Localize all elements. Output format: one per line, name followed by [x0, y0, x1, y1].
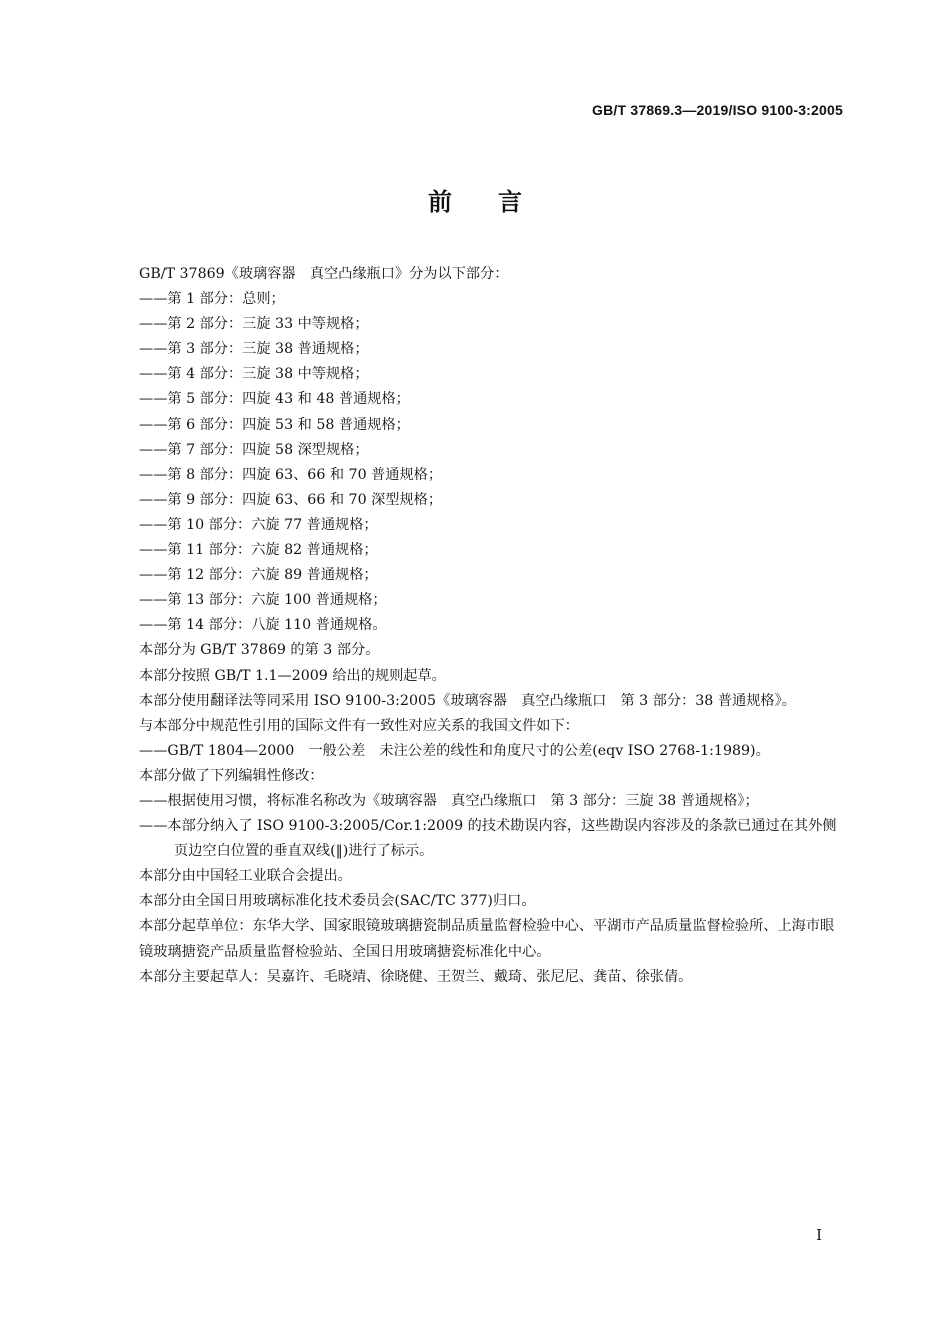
list-item-rename: ——根据使用习惯，将标准名称改为《玻璃容器 真空凸缘瓶口 第 3 部分：三旋 38 普通规格》； — [139, 792, 759, 809]
list-item-part-2: ——第 2 部分：三旋 33 中等规格； — [139, 316, 369, 333]
paragraph-drafting-rules: 本部分按照 GB/T 1.1—2009 给出的规则起草。 — [139, 667, 446, 684]
paragraph-editorial-changes: 本部分做了下列编辑性修改： — [139, 767, 324, 784]
list-item-part-10: ——第 10 部分：六旋 77 普通规格； — [139, 516, 378, 533]
list-item-part-1: ——第 1 部分：总则； — [139, 291, 285, 308]
list-item-part-7: ——第 7 部分：四旋 58 深型规格； — [139, 441, 369, 458]
page-number: I — [816, 1226, 822, 1244]
paragraph-intro: GB/T 37869《玻璃容器 真空凸缘瓶口》分为以下部分： — [139, 266, 509, 282]
list-item-part-5: ——第 5 部分：四旋 43 和 48 普通规格； — [139, 391, 410, 408]
list-item-part-11: ——第 11 部分：六旋 82 普通规格； — [139, 542, 378, 559]
paragraph-correspondence: 与本部分中规范性引用的国际文件有一致性对应关系的我国文件如下： — [139, 717, 579, 734]
foreword-body — [108, 262, 844, 990]
paragraph-adoption: 本部分使用翻译法等同采用 ISO 9100-3:2005《玻璃容器 真空凸缘瓶口 第 3 部分：38 普通规格》。 — [139, 692, 796, 709]
list-item-gbt-1804: ——GB/T 1804—2000 一般公差 未注公差的线性和角度尺寸的公差(eqv ISO 2768-1:1989)。 — [139, 742, 770, 759]
paragraph-drafting-units: 本部分起草单位：东华大学、国家眼镜玻璃搪瓷制品质量监督检验中心、平湖市产品质量监督检验所、上海市眼镜玻璃搪瓷产品质量监督检验站、全国日用玻璃搪瓷标准化中心。 — [139, 918, 835, 960]
list-item-part-3: ——第 3 部分：三旋 38 普通规格； — [139, 341, 369, 358]
paragraph-technical-committee: 本部分由全国日用玻璃标准化技术委员会(SAC/TC 377)归口。 — [139, 893, 536, 910]
list-item-part-12: ——第 12 部分：六旋 89 普通规格； — [139, 567, 378, 584]
list-item-part-9: ——第 9 部分：四旋 63、66 和 70 深型规格； — [139, 491, 443, 508]
list-item-part-13: ——第 13 部分：六旋 100 普通规格； — [139, 592, 387, 609]
paragraph-part-statement: 本部分为 GB/T 37869 的第 3 部分。 — [139, 642, 380, 659]
list-item-part-14: ——第 14 部分：八旋 110 普通规格。 — [139, 617, 387, 634]
list-item-part-4: ——第 4 部分：三旋 38 中等规格； — [139, 366, 369, 383]
paragraph-drafters: 本部分主要起草人：吴嘉许、毛晓靖、徐晓健、王贺兰、戴琦、张尼尼、龚苗、徐张倩。 — [139, 968, 693, 985]
list-item-corrigendum: ——本部分纳入了 ISO 9100-3:2005/Cor.1:2009 的技术勘误内容，这些勘误内容涉及的条款已通过在其外侧页边空白位置的垂直双线(‖)进行了标示。 — [139, 818, 837, 860]
paragraph-proposed-by: 本部分由中国轻工业联合会提出。 — [139, 868, 352, 885]
list-item-part-8: ——第 8 部分：四旋 63、66 和 70 普通规格； — [139, 466, 443, 483]
list-item-part-6: ——第 6 部分：四旋 53 和 58 普通规格； — [139, 416, 410, 433]
standard-code: GB/T 37869.3—2019/ISO 9100-3:2005 — [592, 102, 843, 118]
page-title: 前言 — [428, 188, 568, 216]
